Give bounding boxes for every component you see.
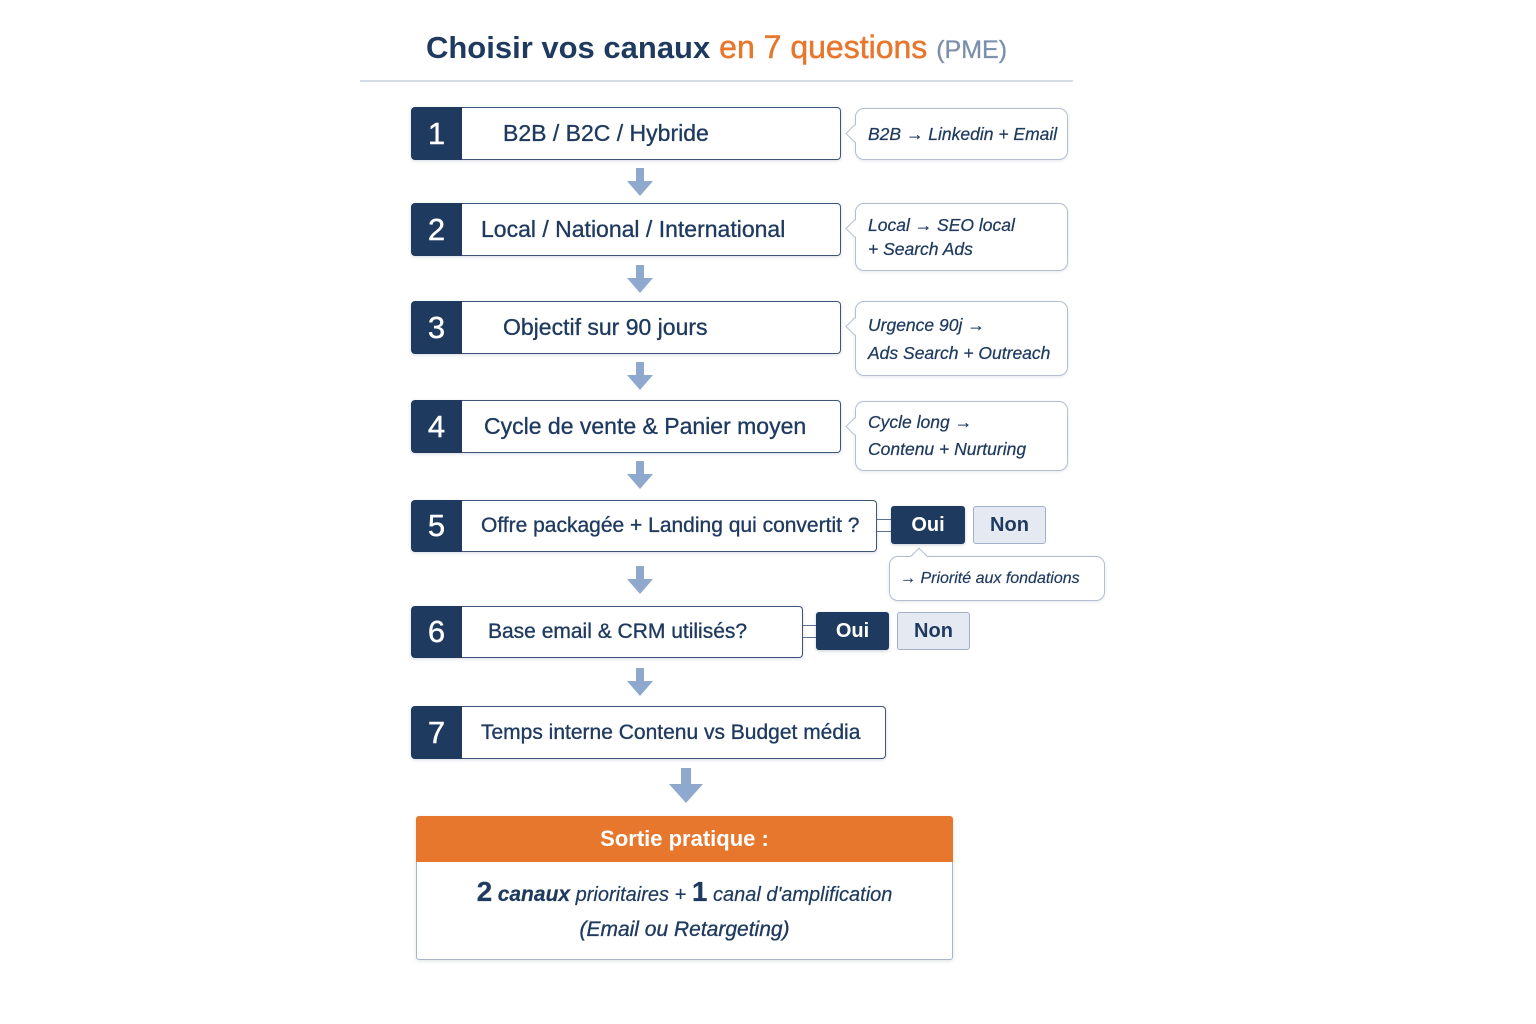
output-box [416, 816, 953, 960]
title-divider [360, 80, 1073, 82]
step-2 [411, 203, 841, 256]
title-accent: en 7 questions [719, 29, 928, 65]
step-number: 6 [411, 606, 462, 658]
step-number: 1 [411, 107, 462, 160]
step-5-yes-button[interactable]: Oui [891, 506, 965, 544]
output-summary [417, 874, 952, 913]
amplification-options: (Email ou Retargeting) [579, 918, 790, 941]
hint-line: + Search Ads [868, 239, 973, 259]
step-5-no-button[interactable]: Non [973, 506, 1046, 544]
output-header: Sortie pratique : [416, 816, 953, 862]
step-6 [411, 606, 803, 658]
step-1 [411, 107, 841, 160]
step-question: Offre packagée + Landing qui convertit ? [462, 500, 877, 552]
primary-label: canaux [497, 883, 571, 906]
down-arrow-icon [627, 265, 653, 293]
down-arrow-icon [627, 461, 653, 489]
down-arrow-icon [627, 668, 653, 696]
step-1-hint [855, 108, 1068, 160]
down-arrow-icon [669, 768, 703, 803]
step-5-yes-note: → Priorité aux fondations [889, 556, 1105, 601]
step-number: 2 [411, 203, 462, 256]
step-number: 5 [411, 500, 462, 552]
step-number: 4 [411, 400, 462, 453]
hint-line: Contenu + Nurturing [868, 439, 1027, 459]
page-title [360, 25, 1073, 72]
output-body [416, 862, 953, 960]
down-arrow-icon [627, 168, 653, 196]
step-question: Objectif sur 90 jours [462, 301, 841, 354]
hint-line: Cycle long → [868, 412, 973, 432]
hint-line: Local → SEO local [868, 215, 1015, 235]
hint-line: Ads Search + Outreach [868, 342, 1051, 363]
amplification-label: canal d'amplification [712, 884, 893, 906]
step-number: 3 [411, 301, 462, 354]
step-7 [411, 706, 886, 759]
step-question: Cycle de vente & Panier moyen [462, 400, 841, 453]
step-number: 7 [411, 706, 462, 759]
choice-connector [803, 625, 816, 638]
step-question: Temps interne Contenu vs Budget média [462, 706, 886, 759]
primary-count: 2 [476, 876, 493, 907]
amplification-count: 1 [691, 876, 708, 907]
step-question: Base email & CRM utilisés? [462, 606, 803, 658]
step-question: Local / National / International [462, 203, 841, 256]
down-arrow-icon [627, 566, 653, 594]
choice-connector [877, 519, 891, 532]
step-6-yes-button[interactable]: Oui [816, 612, 889, 650]
title-suffix: (PME) [936, 36, 1008, 64]
step-3-hint [855, 301, 1068, 376]
hint-line: Urgence 90j → [868, 314, 985, 335]
down-arrow-icon [627, 362, 653, 390]
step-6-no-button[interactable]: Non [897, 612, 970, 650]
step-5 [411, 500, 877, 552]
primary-qualifier: prioritaires + [575, 884, 687, 906]
step-4-hint [855, 401, 1068, 471]
step-3 [411, 301, 841, 354]
step-question: B2B / B2C / Hybride [462, 107, 841, 160]
step-2-hint [855, 203, 1068, 271]
hint-line: B2B → Linkedin + Email [868, 124, 1058, 144]
step-4 [411, 400, 841, 453]
title-main: Choisir vos canaux [425, 30, 711, 65]
